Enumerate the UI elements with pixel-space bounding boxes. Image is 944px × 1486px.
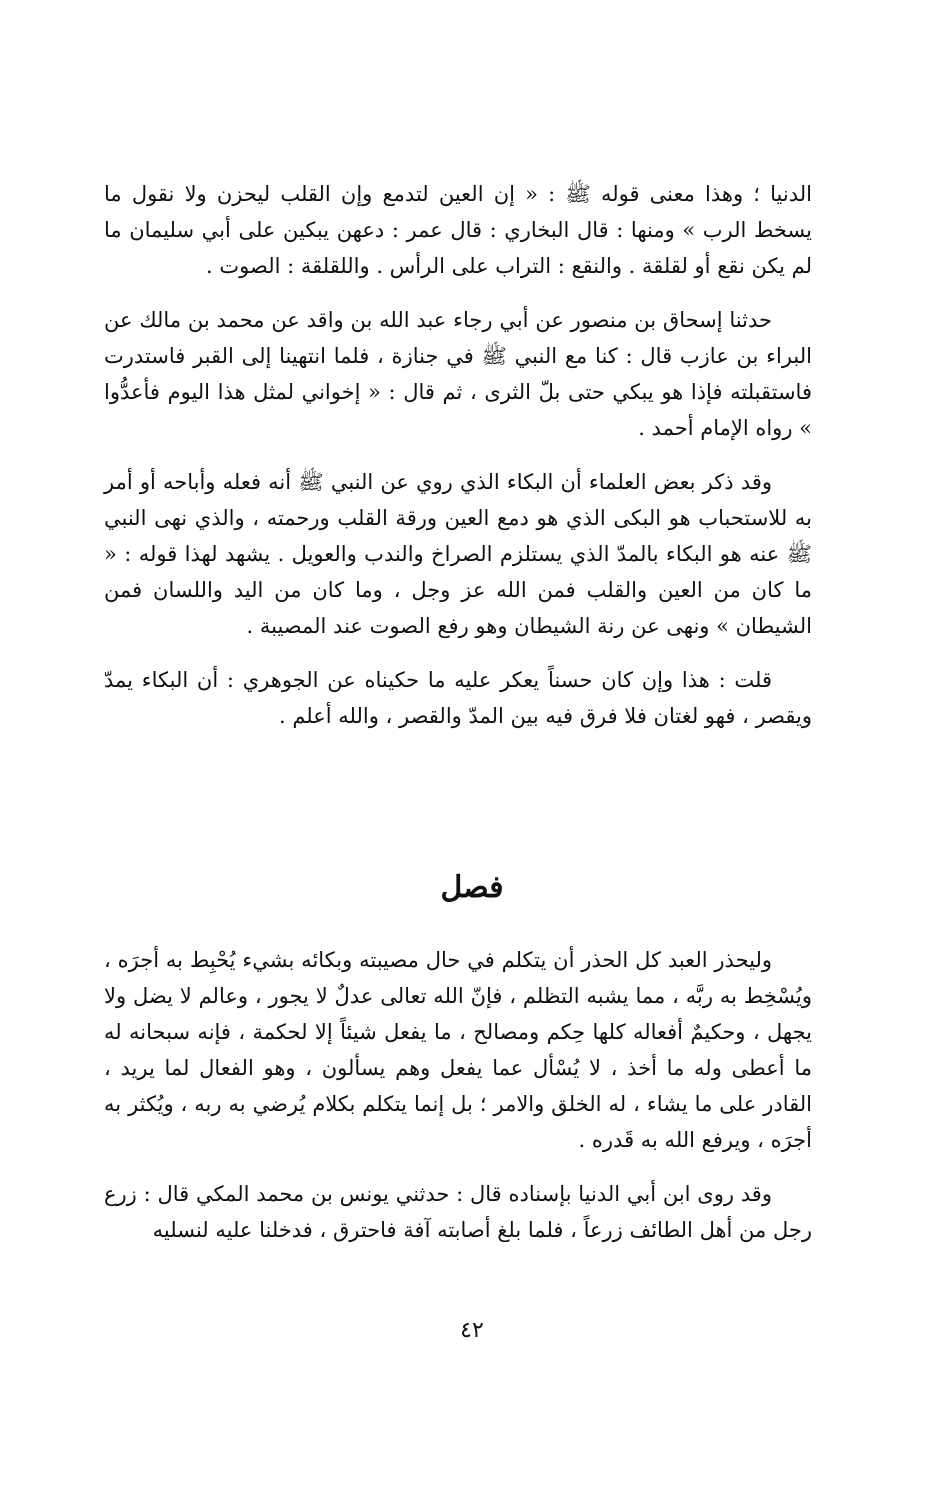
paragraph: وقد ذكر بعض العلماء أن البكاء الذي روي عن النبي ﷺ أنه فعله وأباحه أو أمر به للاستحباب هو البكى الذي هو دمع العين ورقة القلب ورحمته ، والذي نهى النبي ﷺ عنه هو البكاء بالمدّ الذي يستلزم الصراخ والندب والعويل . يشهد لهذا قوله : « ما كان من العين والقلب فمن الله عز وجل ، وما كان من اليد واللسان فمن الشيطان » ونهى عن رنة الشيطان وهو رفع الصوت عند المصيبة . [104,470,812,638]
paragraph: حدثنا إسحاق بن منصور عن أبي رجاء عبد الله بن واقد عن محمد بن مالك عن البراء بن عازب قال : كنا مع النبي ﷺ في جنازة ، فلما انتهينا إلى القبر فاستدرت فاستقبلته فإذا هو يبكي حتى بلّ الثرى ، ثم قال : « إخواني لمثل هذا اليوم فأعدُّوا » رواه الإمام أحمد . [104,308,812,440]
top-text-block [104,176,812,734]
paragraph: الدنيا ؛ وهذا معنى قوله ﷺ : « إن العين لتدمع وإن القلب ليحزن ولا نقول ما يسخط الرب » ومنها : قال البخاري : قال عمر : دعهن يبكين على أبي سليمان ما لم يكن نقع أو لقلقة . والنقع : التراب على الرأس . واللقلقة : الصوت . [104,182,812,278]
page-number: ٤٢ [460,1318,484,1343]
section-heading: فصل [440,870,504,905]
bottom-text-block [104,942,812,1248]
paragraph: وقد روى ابن أبي الدنيا بإسناده قال : حدثني يونس بن محمد المكي قال : زرع رجل من أهل الطائف زرعاً ، فلما بلغ أصابته آفة فاحترق ، فدخلنا عليه لنسليه [104,1182,812,1242]
paragraph: وليحذر العبد كل الحذر أن يتكلم في حال مصيبته وبكائه بشيء يُحْبِط به أجرَه ، ويُسْخِط به ربَّه ، مما يشبه التظلم ، فإنّ الله تعالى عدلٌ لا يجور ، وعالم لا يضل ولا يجهل ، وحكيمٌ أفعاله كلها حِكم ومصالح ، ما يفعل شيئاً إلا لحكمة ، فإنه سبحانه له ما أعطى وله ما أخذ ، لا يُسْأل عما يفعل وهم يسألون ، وهو الفعال لما يريد ، القادر على ما يشاء ، له الخلق والامر ؛ بل إنما يتكلم بكلام يُرضي به ربه ، ويُكثر به أجرَه ، ويرفع الله به قَدره . [104,948,812,1152]
paragraph: قلت : هذا وإن كان حسناً يعكر عليه ما حكيناه عن الجوهري : أن البكاء يمدّ ويقصر ، فهو لغتان فلا فرق فيه بين المدّ والقصر ، والله أعلم . [104,668,812,728]
